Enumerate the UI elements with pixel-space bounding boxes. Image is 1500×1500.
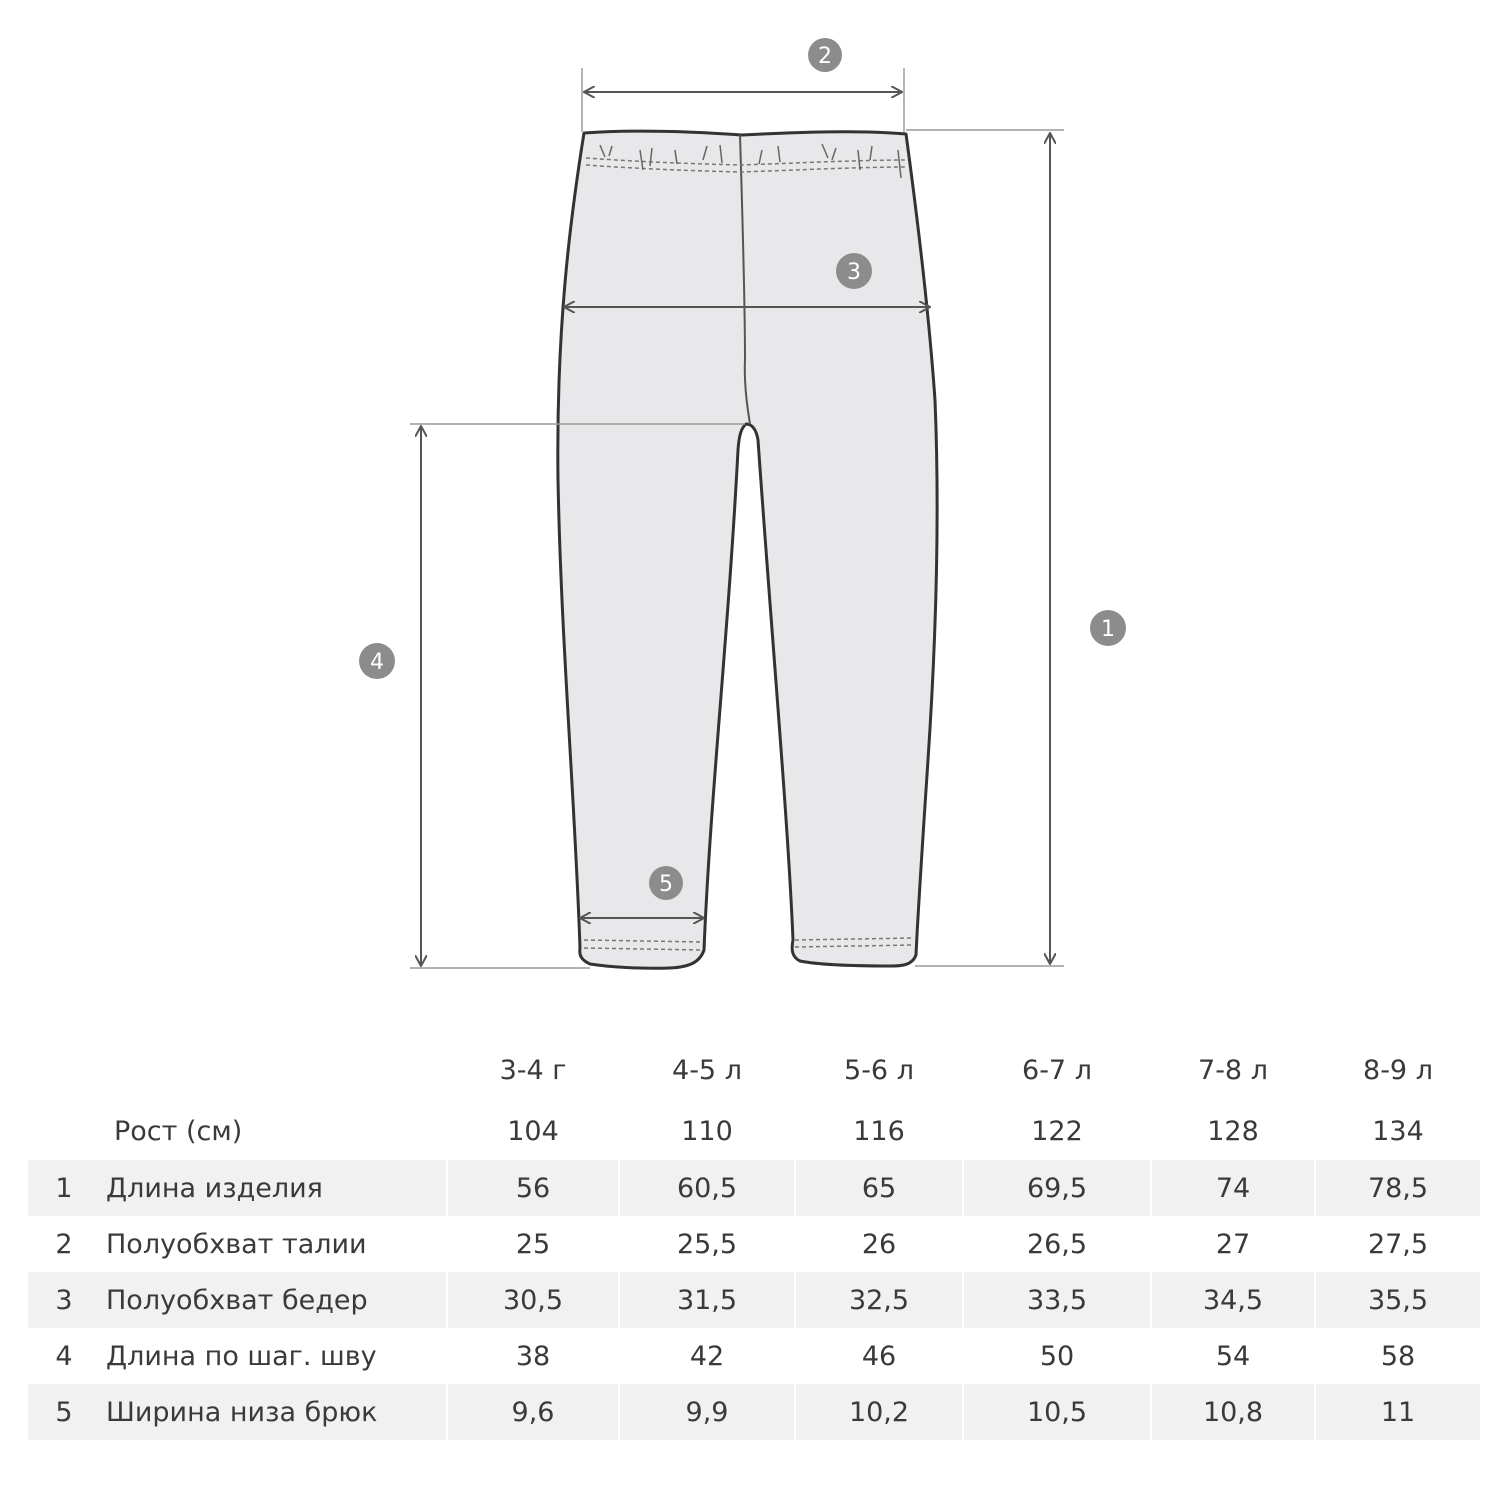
table-row bbox=[28, 1160, 1480, 1216]
row-number: 1 bbox=[55, 1172, 73, 1204]
row-number: 4 bbox=[55, 1340, 73, 1372]
table-cell: 26 bbox=[794, 1216, 962, 1272]
size-header: 6-7 л bbox=[962, 1038, 1150, 1102]
size-header-row bbox=[28, 1038, 1480, 1102]
table-cell: 38 bbox=[446, 1328, 618, 1384]
table-cell: 27 bbox=[1150, 1216, 1314, 1272]
row-label: Ширина низа брюк bbox=[106, 1396, 378, 1428]
svg-text:1: 1 bbox=[1101, 617, 1115, 642]
header-blank bbox=[100, 1038, 446, 1102]
marker-badge-4 bbox=[359, 643, 395, 679]
table-cell: 56 bbox=[446, 1160, 618, 1216]
marker-badge-1 bbox=[1090, 610, 1126, 646]
size-header: 8-9 л bbox=[1314, 1038, 1480, 1102]
table-cell: 11 bbox=[1314, 1384, 1480, 1440]
table-cell: 35,5 bbox=[1314, 1272, 1480, 1328]
row-number: 2 bbox=[55, 1228, 73, 1260]
header-blank bbox=[28, 1038, 100, 1102]
table-cell: 34,5 bbox=[1150, 1272, 1314, 1328]
marker-badge-5 bbox=[649, 866, 683, 900]
row-label: Рост (см) bbox=[114, 1115, 243, 1147]
size-header: 4-5 л bbox=[618, 1038, 794, 1102]
svg-text:2: 2 bbox=[818, 44, 832, 69]
table-cell: 58 bbox=[1314, 1328, 1480, 1384]
table-cell: 30,5 bbox=[446, 1272, 618, 1328]
svg-text:3: 3 bbox=[847, 260, 861, 285]
size-header: 3-4 г bbox=[446, 1038, 618, 1102]
height-value: 134 bbox=[1314, 1102, 1480, 1160]
row-label: Полуобхват талии bbox=[106, 1228, 367, 1260]
height-value: 104 bbox=[446, 1102, 618, 1160]
table-cell: 10,5 bbox=[962, 1384, 1150, 1440]
table-cell: 65 bbox=[794, 1160, 962, 1216]
size-header: 5-6 л bbox=[794, 1038, 962, 1102]
table-cell: 32,5 bbox=[794, 1272, 962, 1328]
row-number bbox=[28, 1102, 100, 1160]
table-cell: 10,2 bbox=[794, 1384, 962, 1440]
table-cell: 74 bbox=[1150, 1160, 1314, 1216]
size-table bbox=[28, 1038, 1480, 1440]
height-row bbox=[28, 1102, 1480, 1160]
table-row bbox=[28, 1216, 1480, 1272]
table-cell: 46 bbox=[794, 1328, 962, 1384]
table-cell: 9,9 bbox=[618, 1384, 794, 1440]
table-cell: 42 bbox=[618, 1328, 794, 1384]
table-row bbox=[28, 1328, 1480, 1384]
table-cell: 50 bbox=[962, 1328, 1150, 1384]
table-cell: 33,5 bbox=[962, 1272, 1150, 1328]
table-cell: 9,6 bbox=[446, 1384, 618, 1440]
table-row bbox=[28, 1272, 1480, 1328]
table-row bbox=[28, 1384, 1480, 1440]
table-cell: 31,5 bbox=[618, 1272, 794, 1328]
row-number: 3 bbox=[55, 1284, 73, 1316]
row-label: Длина изделия bbox=[106, 1172, 323, 1204]
size-header: 7-8 л bbox=[1150, 1038, 1314, 1102]
row-number: 5 bbox=[55, 1396, 73, 1428]
marker-badge-2 bbox=[808, 38, 842, 72]
marker-badge-3 bbox=[836, 253, 872, 289]
svg-text:5: 5 bbox=[659, 872, 673, 897]
table-cell: 25 bbox=[446, 1216, 618, 1272]
table-cell: 25,5 bbox=[618, 1216, 794, 1272]
table-cell: 10,8 bbox=[1150, 1384, 1314, 1440]
pants-outline bbox=[558, 131, 937, 968]
table-cell: 78,5 bbox=[1314, 1160, 1480, 1216]
table-cell: 69,5 bbox=[962, 1160, 1150, 1216]
table-cell: 54 bbox=[1150, 1328, 1314, 1384]
table-cell: 27,5 bbox=[1314, 1216, 1480, 1272]
table-cell: 60,5 bbox=[618, 1160, 794, 1216]
row-label: Полуобхват бедер bbox=[106, 1284, 368, 1316]
height-value: 116 bbox=[794, 1102, 962, 1160]
height-value: 122 bbox=[962, 1102, 1150, 1160]
height-value: 128 bbox=[1150, 1102, 1314, 1160]
height-value: 110 bbox=[618, 1102, 794, 1160]
svg-text:4: 4 bbox=[370, 650, 384, 675]
table-cell: 26,5 bbox=[962, 1216, 1150, 1272]
row-label: Длина по шаг. шву bbox=[106, 1340, 377, 1372]
